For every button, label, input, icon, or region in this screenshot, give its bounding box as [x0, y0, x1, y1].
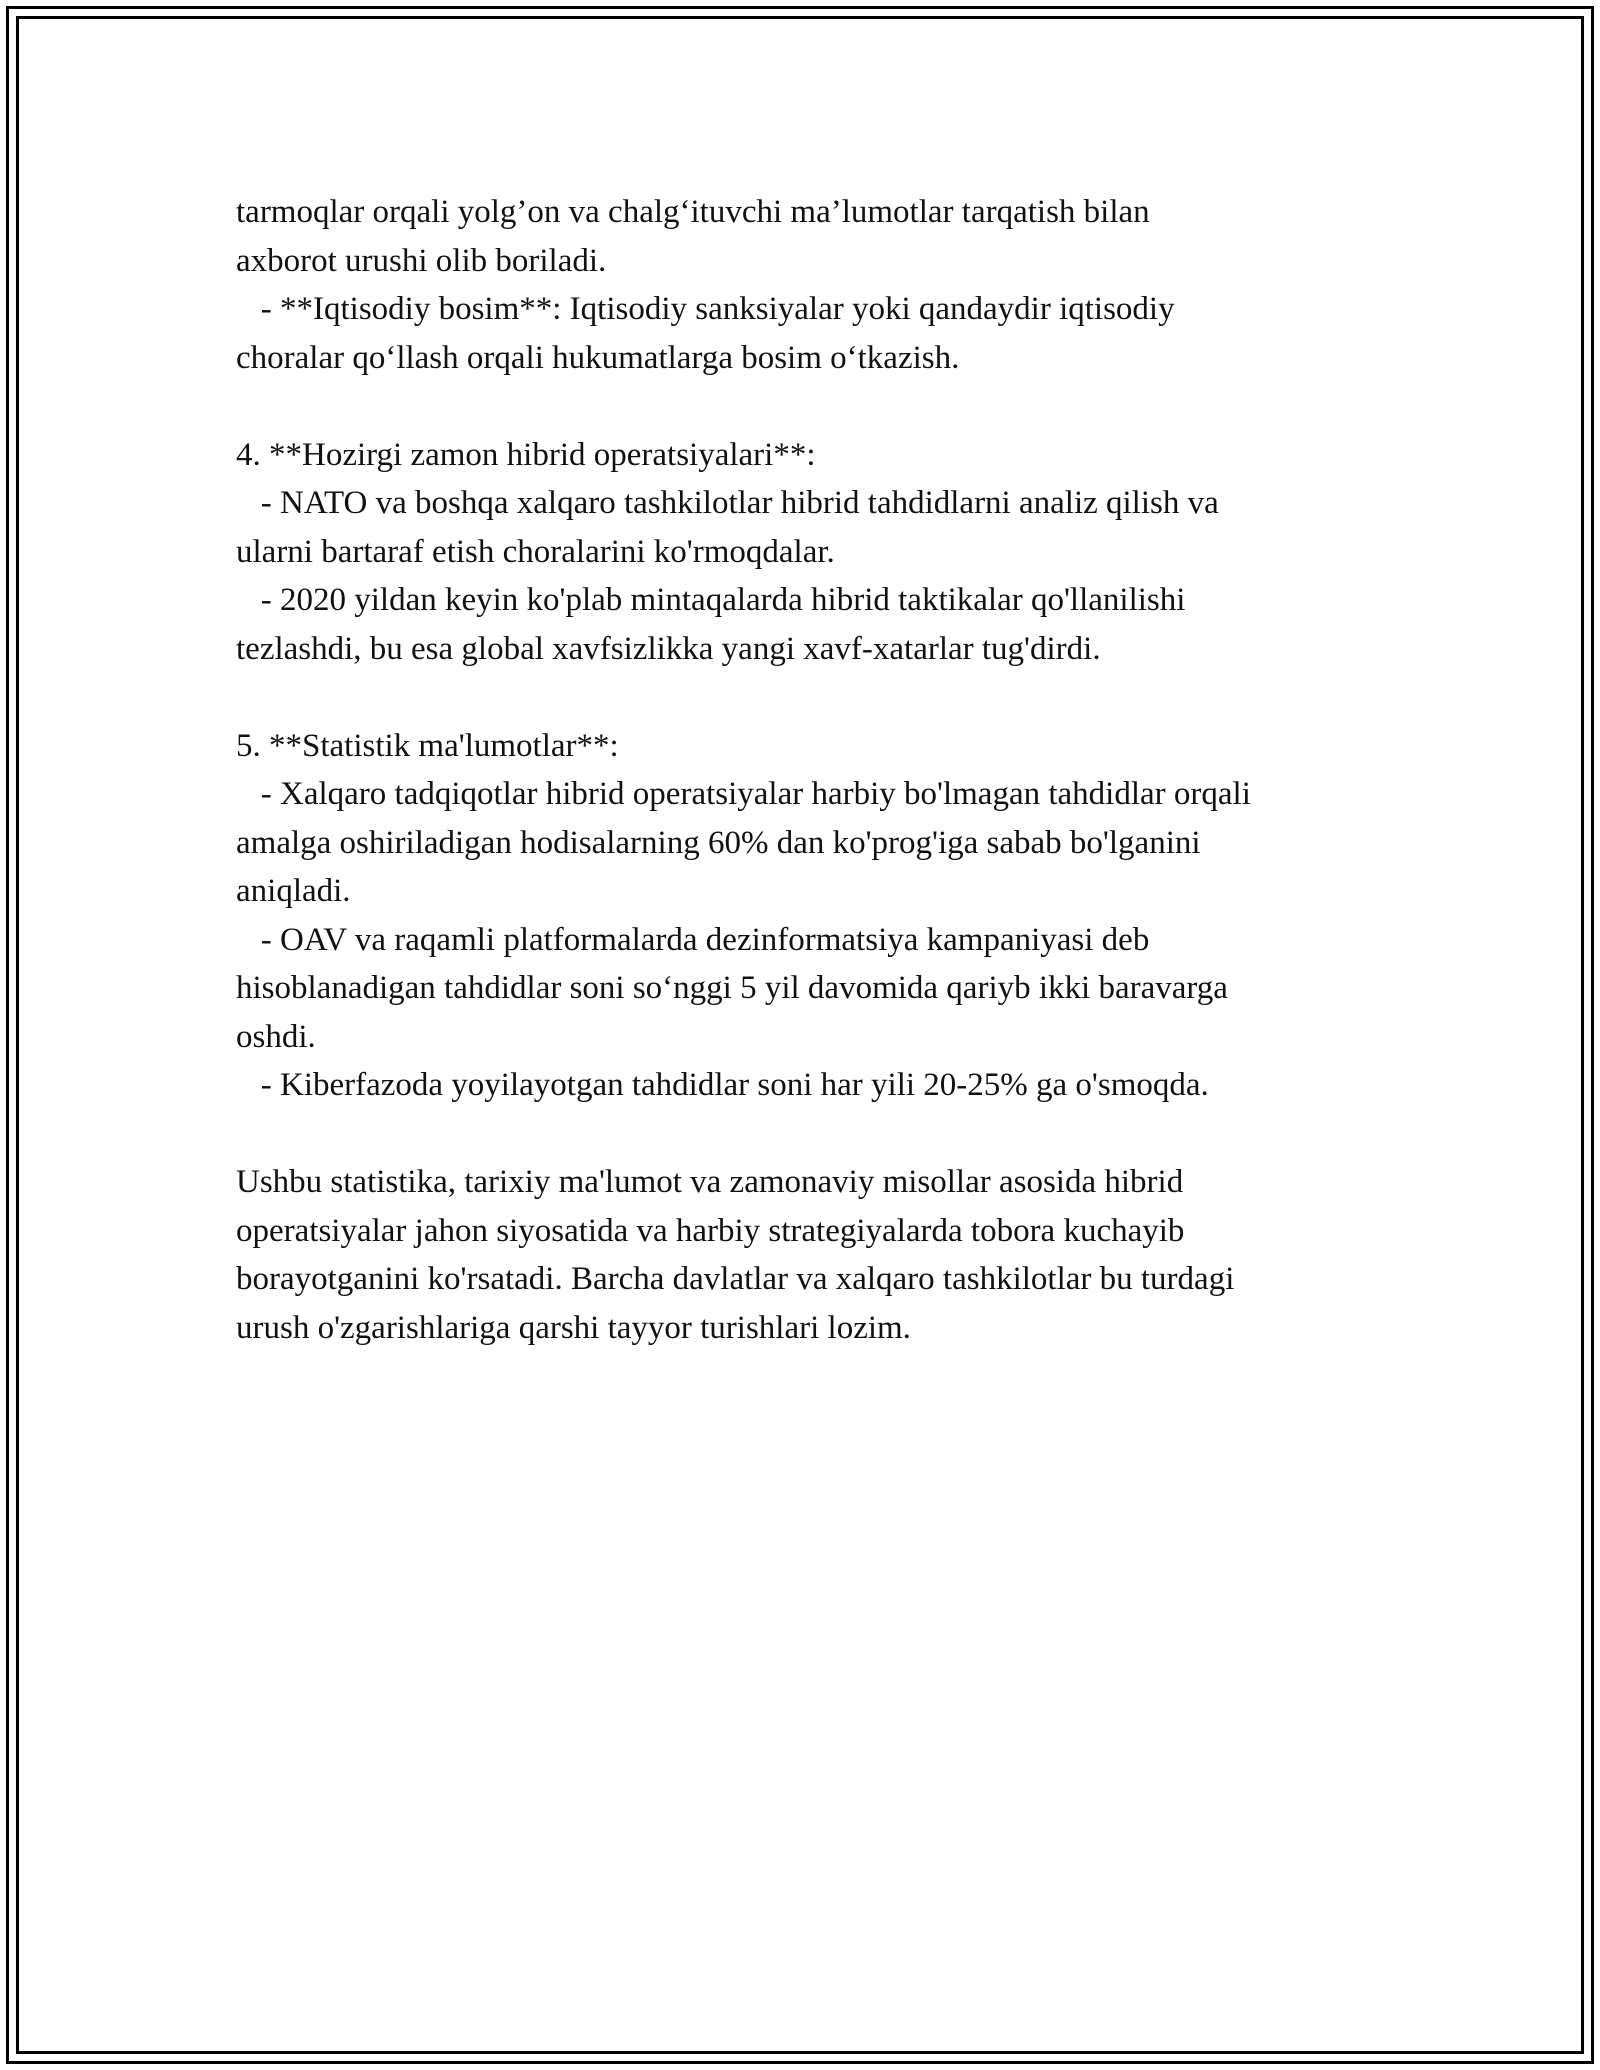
- text-line: ularni bartaraf etish choralarini ko'rmoqdalar.: [236, 533, 835, 570]
- text-line: axborot urushi olib boriladi.: [236, 242, 607, 279]
- text-line: operatsiyalar jahon siyosatida va harbiy strategiyalarda tobora kuchayib: [236, 1212, 1185, 1249]
- text-line: choralar qo‘llash orqali hukumatlarga bosim o‘tkazish.: [236, 339, 960, 376]
- section-heading-5: 5. **Statistik ma'lumotlar**:: [236, 727, 619, 764]
- blank-line: [236, 1110, 1396, 1159]
- text-line: oshdi.: [236, 1018, 316, 1055]
- text-line: urush o'zgarishlariga qarshi tayyor turishlari lozim.: [236, 1309, 911, 1346]
- text-line: amalga oshiriladigan hodisalarning 60% dan ko'prog'iga sabab bo'lganini: [236, 824, 1201, 861]
- text-line: hisoblanadigan tahdidlar soni so‘nggi 5 yil davomida qariyb ikki baravarga: [236, 970, 1228, 1006]
- text-line: aniqladi.: [236, 873, 351, 909]
- bullet-cyber: - Kiberfazoda yoyilayotgan tahdidlar soni har yili 20-25% ga o'smoqda.: [236, 1067, 1209, 1103]
- text-line: tarmoqlar orqali yolg’on va chalg‘ituvchi ma’lumotlar tarqatish bilan: [236, 194, 1150, 230]
- bullet-2020: - 2020 yildan keyin ko'plab mintaqalarda hibrid taktikalar qo'llanilishi: [236, 582, 1186, 618]
- section-heading-4: 4. **Hozirgi zamon hibrid operatsiyalari**:: [236, 436, 816, 473]
- bullet-nato: - NATO va boshqa xalqaro tashkilotlar hibrid tahdidlarni analiz qilish va: [236, 485, 1219, 521]
- blank-line: [236, 673, 1396, 722]
- document-body: [236, 188, 1396, 1352]
- bullet-media: - OAV va raqamli platformalarda dezinformatsiya kampaniyasi deb: [236, 921, 1150, 958]
- bullet-economic-pressure: - **Iqtisodiy bosim**: Iqtisodiy sanksiyalar yoki qandaydir iqtisodiy: [236, 291, 1175, 327]
- text-line: tezlashdi, bu esa global xavfsizlikka yangi xavf-xatarlar tug'dirdi.: [236, 630, 1101, 667]
- text-line: borayotganini ko'rsatadi. Barcha davlatlar va xalqaro tashkilotlar bu turdagi: [236, 1261, 1235, 1297]
- blank-line: [236, 382, 1396, 431]
- conclusion-paragraph: Ushbu statistika, tarixiy ma'lumot va zamonaviy misollar asosida hibrid: [236, 1164, 1184, 1200]
- bullet-research: - Xalqaro tadqiqotlar hibrid operatsiyalar harbiy bo'lmagan tahdidlar orqali: [236, 776, 1251, 812]
